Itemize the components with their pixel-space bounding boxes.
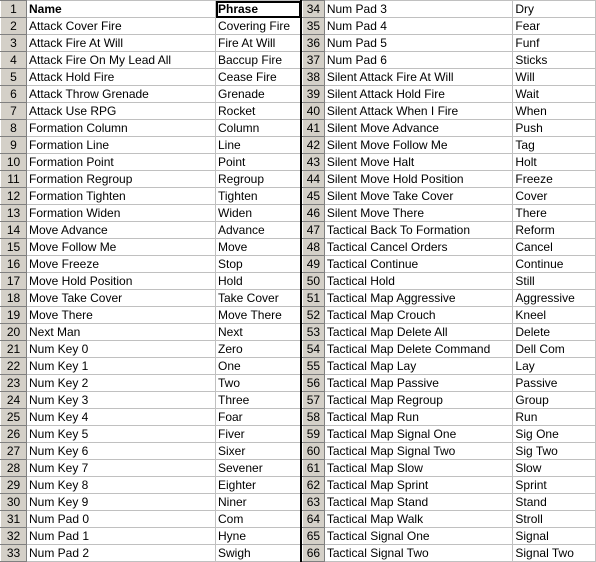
name-cell[interactable]: Silent Attack Fire At Will xyxy=(324,69,513,86)
phrase-cell[interactable]: Will xyxy=(513,69,596,86)
table-row xyxy=(303,52,596,69)
row-number-header[interactable]: 49 xyxy=(303,256,325,273)
row-number-header[interactable]: 28 xyxy=(1,460,27,477)
row-number-header[interactable]: 10 xyxy=(1,154,27,171)
phrase-cell[interactable]: When xyxy=(513,103,596,120)
row-number-header[interactable]: 47 xyxy=(303,222,325,239)
table-row xyxy=(1,460,301,477)
row-number-header[interactable]: 50 xyxy=(303,273,325,290)
name-cell[interactable]: Tactical Map Aggressive xyxy=(324,290,513,307)
table-row xyxy=(303,137,596,154)
table-row xyxy=(1,18,301,35)
table-row xyxy=(303,171,596,188)
phrase-cell[interactable]: Holt xyxy=(513,154,596,171)
name-cell[interactable]: Formation Line xyxy=(27,137,216,154)
name-cell[interactable]: Num Pad 4 xyxy=(324,18,513,35)
row-number-header[interactable]: 8 xyxy=(1,120,27,137)
row-number-header[interactable]: 30 xyxy=(1,494,27,511)
name-cell[interactable]: Attack Fire On My Lead All xyxy=(27,52,216,69)
table-row xyxy=(1,171,301,188)
name-cell[interactable]: Tactical Map Run xyxy=(324,409,513,426)
phrase-cell[interactable]: Tighten xyxy=(216,188,301,205)
name-cell[interactable]: Tactical Map Delete All xyxy=(324,324,513,341)
table-row xyxy=(303,256,596,273)
phrase-cell[interactable]: Foar xyxy=(216,409,301,426)
name-cell[interactable]: Next Man xyxy=(27,324,216,341)
phrase-cell[interactable]: Rocket xyxy=(216,103,301,120)
table-row xyxy=(1,307,301,324)
phrase-cell[interactable]: Next xyxy=(216,324,301,341)
phrase-cell[interactable]: Zero xyxy=(216,341,301,358)
phrase-cell[interactable]: Stop xyxy=(216,256,301,273)
table-row xyxy=(1,545,301,562)
name-cell[interactable]: Num Key 9 xyxy=(27,494,216,511)
table-row xyxy=(1,52,301,69)
phrase-cell[interactable]: Fiver xyxy=(216,426,301,443)
phrase-cell[interactable]: Aggressive xyxy=(513,290,596,307)
name-cell[interactable]: Attack Hold Fire xyxy=(27,69,216,86)
table-row xyxy=(303,103,596,120)
name-cell[interactable]: Move Hold Position xyxy=(27,273,216,290)
table-row xyxy=(303,392,596,409)
phrase-cell[interactable]: Two xyxy=(216,375,301,392)
row-number-header[interactable]: 53 xyxy=(303,324,325,341)
table-row xyxy=(1,256,301,273)
name-cell[interactable]: Num Key 5 xyxy=(27,426,216,443)
phrase-cell[interactable]: Funf xyxy=(513,35,596,52)
table-row xyxy=(303,324,596,341)
table-row xyxy=(1,154,301,171)
name-cell[interactable]: Tactical Map Signal Two xyxy=(324,443,513,460)
row-number-header[interactable]: 34 xyxy=(303,1,325,18)
table-row xyxy=(1,375,301,392)
table-row xyxy=(303,460,596,477)
name-cell[interactable]: Move Take Cover xyxy=(27,290,216,307)
phrase-cell[interactable]: Hold xyxy=(216,273,301,290)
name-cell[interactable]: Tactical Map Delete Command xyxy=(324,341,513,358)
row-number-header[interactable]: 5 xyxy=(1,69,27,86)
row-number-header[interactable]: 24 xyxy=(1,392,27,409)
row-number-header[interactable]: 2 xyxy=(1,18,27,35)
table-row xyxy=(303,307,596,324)
row-number-header[interactable]: 66 xyxy=(303,545,325,562)
row-number-header[interactable]: 56 xyxy=(303,375,325,392)
row-number-header[interactable]: 33 xyxy=(1,545,27,562)
row-number-header[interactable]: 65 xyxy=(303,528,325,545)
row-number-header[interactable]: 38 xyxy=(303,69,325,86)
phrase-cell[interactable]: Sixer xyxy=(216,443,301,460)
table-row xyxy=(303,18,596,35)
table-row xyxy=(303,120,596,137)
row-number-header[interactable]: 26 xyxy=(1,426,27,443)
row-number-header[interactable]: 25 xyxy=(1,409,27,426)
table-row xyxy=(1,239,301,256)
name-cell[interactable]: Tactical Continue xyxy=(324,256,513,273)
phrase-cell[interactable]: Cover xyxy=(513,188,596,205)
table-row xyxy=(303,375,596,392)
phrase-cell[interactable]: Sevener xyxy=(216,460,301,477)
row-number-header[interactable]: 42 xyxy=(303,137,325,154)
row-number-header[interactable]: 12 xyxy=(1,188,27,205)
name-cell[interactable]: Move Advance xyxy=(27,222,216,239)
name-cell[interactable]: Formation Widen xyxy=(27,205,216,222)
phrase-cell[interactable]: Hyne xyxy=(216,528,301,545)
name-cell[interactable]: Tactical Map Walk xyxy=(324,511,513,528)
name-cell[interactable]: Formation Regroup xyxy=(27,171,216,188)
name-cell[interactable]: Silent Move There xyxy=(324,205,513,222)
phrase-cell[interactable]: Eighter xyxy=(216,477,301,494)
table-row xyxy=(303,494,596,511)
name-cell[interactable]: Name xyxy=(27,1,216,18)
table-row xyxy=(303,426,596,443)
name-cell[interactable]: Formation Column xyxy=(27,120,216,137)
phrase-cell[interactable]: Passive xyxy=(513,375,596,392)
left-grid-body xyxy=(1,1,301,562)
name-cell[interactable]: Num Key 8 xyxy=(27,477,216,494)
row-number-header[interactable]: 20 xyxy=(1,324,27,341)
phrase-cell[interactable]: There xyxy=(513,205,596,222)
name-cell[interactable]: Tactical Map Regroup xyxy=(324,392,513,409)
name-cell[interactable]: Formation Tighten xyxy=(27,188,216,205)
table-row xyxy=(303,511,596,528)
name-cell[interactable]: Move Freeze xyxy=(27,256,216,273)
row-number-header[interactable]: 3 xyxy=(1,35,27,52)
row-number-header[interactable]: 36 xyxy=(303,35,325,52)
phrase-cell[interactable]: Cease Fire xyxy=(216,69,301,86)
phrase-cell[interactable]: Run xyxy=(513,409,596,426)
phrase-cell[interactable]: Line xyxy=(216,137,301,154)
name-cell[interactable]: Tactical Map Signal One xyxy=(324,426,513,443)
table-row xyxy=(1,528,301,545)
row-number-header[interactable]: 9 xyxy=(1,137,27,154)
phrase-cell[interactable]: Swigh xyxy=(216,545,301,562)
row-number-header[interactable]: 6 xyxy=(1,86,27,103)
row-number-header[interactable]: 4 xyxy=(1,52,27,69)
row-number-header[interactable]: 41 xyxy=(303,120,325,137)
name-cell[interactable]: Attack Cover Fire xyxy=(27,18,216,35)
table-row xyxy=(1,409,301,426)
table-row xyxy=(1,103,301,120)
name-cell[interactable]: Tactical Map Sprint xyxy=(324,477,513,494)
table-row xyxy=(303,69,596,86)
phrase-cell[interactable]: Three xyxy=(216,392,301,409)
name-cell[interactable]: Num Key 0 xyxy=(27,341,216,358)
table-row xyxy=(1,120,301,137)
row-number-header[interactable]: 23 xyxy=(1,375,27,392)
row-number-header[interactable]: 43 xyxy=(303,154,325,171)
name-cell[interactable]: Attack Fire At Will xyxy=(27,35,216,52)
row-number-header[interactable]: 16 xyxy=(1,256,27,273)
table-row xyxy=(1,341,301,358)
table-row xyxy=(303,443,596,460)
row-number-header[interactable]: 63 xyxy=(303,494,325,511)
row-number-header[interactable]: 11 xyxy=(1,171,27,188)
name-cell[interactable]: Num Pad 6 xyxy=(324,52,513,69)
table-row xyxy=(303,239,596,256)
name-cell[interactable]: Num Pad 3 xyxy=(324,1,513,18)
row-number-header[interactable]: 21 xyxy=(1,341,27,358)
table-row xyxy=(303,35,596,52)
name-cell[interactable]: Silent Attack Hold Fire xyxy=(324,86,513,103)
row-number-header[interactable]: 13 xyxy=(1,205,27,222)
phrase-cell[interactable]: Stroll xyxy=(513,511,596,528)
phrase-cell[interactable]: Fear xyxy=(513,18,596,35)
name-cell[interactable]: Num Key 2 xyxy=(27,375,216,392)
phrase-cell[interactable]: Reform xyxy=(513,222,596,239)
table-row xyxy=(1,511,301,528)
phrase-cell[interactable]: Sprint xyxy=(513,477,596,494)
row-number-header[interactable]: 54 xyxy=(303,341,325,358)
phrase-cell[interactable]: Take Cover xyxy=(216,290,301,307)
phrase-cell[interactable]: Delete xyxy=(513,324,596,341)
phrase-cell[interactable]: Com xyxy=(216,511,301,528)
table-row xyxy=(303,188,596,205)
phrase-cell[interactable]: Grenade xyxy=(216,86,301,103)
name-cell[interactable]: Num Key 6 xyxy=(27,443,216,460)
name-cell[interactable]: Num Key 4 xyxy=(27,409,216,426)
table-row xyxy=(1,137,301,154)
name-cell[interactable]: Move Follow Me xyxy=(27,239,216,256)
row-number-header[interactable]: 45 xyxy=(303,188,325,205)
phrase-cell[interactable]: Baccup Fire xyxy=(216,52,301,69)
table-row xyxy=(1,205,301,222)
name-cell[interactable]: Tactical Map Slow xyxy=(324,460,513,477)
row-number-header[interactable]: 64 xyxy=(303,511,325,528)
phrase-cell[interactable]: Sig One xyxy=(513,426,596,443)
table-row xyxy=(1,273,301,290)
table-row xyxy=(303,205,596,222)
row-number-header[interactable]: 44 xyxy=(303,171,325,188)
phrase-cell[interactable]: Move There xyxy=(216,307,301,324)
name-cell[interactable]: Tactical Map Crouch xyxy=(324,307,513,324)
name-cell[interactable]: Silent Attack When I Fire xyxy=(324,103,513,120)
row-number-header[interactable]: 37 xyxy=(303,52,325,69)
table-row xyxy=(303,1,596,18)
phrase-cell[interactable]: Wait xyxy=(513,86,596,103)
row-number-header[interactable]: 46 xyxy=(303,205,325,222)
row-number-header[interactable]: 31 xyxy=(1,511,27,528)
name-cell[interactable]: Silent Move Halt xyxy=(324,154,513,171)
phrase-cell[interactable]: Group xyxy=(513,392,596,409)
phrase-cell[interactable]: Niner xyxy=(216,494,301,511)
row-number-header[interactable]: 19 xyxy=(1,307,27,324)
row-number-header[interactable]: 15 xyxy=(1,239,27,256)
name-cell[interactable]: Tactical Signal Two xyxy=(324,545,513,562)
phrase-cell[interactable]: Freeze xyxy=(513,171,596,188)
right-spreadsheet-grid xyxy=(302,0,596,562)
phrase-cell[interactable]: One xyxy=(216,358,301,375)
row-number-header[interactable]: 27 xyxy=(1,443,27,460)
row-number-header[interactable]: 52 xyxy=(303,307,325,324)
phrase-cell[interactable]: Kneel xyxy=(513,307,596,324)
name-cell[interactable]: Num Key 3 xyxy=(27,392,216,409)
name-cell[interactable]: Silent Move Follow Me xyxy=(324,137,513,154)
table-row xyxy=(303,222,596,239)
row-number-header[interactable]: 1 xyxy=(1,1,27,18)
name-cell[interactable]: Move There xyxy=(27,307,216,324)
name-cell[interactable]: Tactical Back To Formation xyxy=(324,222,513,239)
name-cell[interactable]: Num Pad 1 xyxy=(27,528,216,545)
table-row xyxy=(303,341,596,358)
phrase-cell[interactable]: Regroup xyxy=(216,171,301,188)
phrase-cell[interactable]: Lay xyxy=(513,358,596,375)
phrase-cell[interactable]: Tag xyxy=(513,137,596,154)
name-cell[interactable]: Num Pad 0 xyxy=(27,511,216,528)
phrase-cell[interactable]: Dry xyxy=(513,1,596,18)
phrase-cell[interactable]: Sticks xyxy=(513,52,596,69)
table-row xyxy=(1,443,301,460)
table-row xyxy=(1,426,301,443)
table-row xyxy=(303,545,596,562)
phrase-cell[interactable]: Push xyxy=(513,120,596,137)
table-row xyxy=(1,222,301,239)
row-number-header[interactable]: 29 xyxy=(1,477,27,494)
name-cell[interactable]: Tactical Hold xyxy=(324,273,513,290)
name-cell[interactable]: Formation Point xyxy=(27,154,216,171)
phrase-cell[interactable]: Sig Two xyxy=(513,443,596,460)
name-cell[interactable]: Silent Move Hold Position xyxy=(324,171,513,188)
phrase-cell[interactable]: Point xyxy=(216,154,301,171)
table-row xyxy=(1,69,301,86)
phrase-cell[interactable]: Slow xyxy=(513,460,596,477)
phrase-cell[interactable]: Move xyxy=(216,239,301,256)
row-number-header[interactable]: 39 xyxy=(303,86,325,103)
name-cell[interactable]: Tactical Map Stand xyxy=(324,494,513,511)
table-row xyxy=(1,290,301,307)
row-number-header[interactable]: 32 xyxy=(1,528,27,545)
phrase-cell[interactable]: Fire At Will xyxy=(216,35,301,52)
row-number-header[interactable]: 55 xyxy=(303,358,325,375)
row-number-header[interactable]: 17 xyxy=(1,273,27,290)
name-cell[interactable]: Tactical Map Passive xyxy=(324,375,513,392)
phrase-cell[interactable]: Dell Com xyxy=(513,341,596,358)
phrase-cell[interactable]: Stand xyxy=(513,494,596,511)
row-number-header[interactable]: 60 xyxy=(303,443,325,460)
name-cell[interactable]: Attack Use RPG xyxy=(27,103,216,120)
row-number-header[interactable]: 40 xyxy=(303,103,325,120)
row-number-header[interactable]: 35 xyxy=(303,18,325,35)
row-number-header[interactable]: 48 xyxy=(303,239,325,256)
row-number-header[interactable]: 18 xyxy=(1,290,27,307)
phrase-cell[interactable]: Still xyxy=(513,273,596,290)
right-grid-body xyxy=(303,1,596,562)
table-row xyxy=(1,477,301,494)
row-number-header[interactable]: 58 xyxy=(303,409,325,426)
name-cell[interactable]: Silent Move Take Cover xyxy=(324,188,513,205)
name-cell[interactable]: Num Pad 2 xyxy=(27,545,216,562)
table-row xyxy=(1,494,301,511)
table-row xyxy=(303,273,596,290)
phrase-cell[interactable]: Continue xyxy=(513,256,596,273)
name-cell[interactable]: Attack Throw Grenade xyxy=(27,86,216,103)
phrase-cell[interactable]: Signal xyxy=(513,528,596,545)
table-row xyxy=(1,358,301,375)
table-row xyxy=(1,1,301,18)
table-row xyxy=(303,86,596,103)
table-row xyxy=(1,86,301,103)
row-number-header[interactable]: 62 xyxy=(303,477,325,494)
name-cell[interactable]: Num Pad 5 xyxy=(324,35,513,52)
table-row xyxy=(303,409,596,426)
name-cell[interactable]: Num Key 1 xyxy=(27,358,216,375)
row-number-header[interactable]: 59 xyxy=(303,426,325,443)
name-cell[interactable]: Tactical Signal One xyxy=(324,528,513,545)
row-number-header[interactable]: 7 xyxy=(1,103,27,120)
table-row xyxy=(303,290,596,307)
table-row xyxy=(1,324,301,341)
name-cell[interactable]: Silent Move Advance xyxy=(324,120,513,137)
phrase-cell[interactable]: Advance xyxy=(216,222,301,239)
table-row xyxy=(303,154,596,171)
phrase-cell[interactable]: Column xyxy=(216,120,301,137)
row-number-header[interactable]: 51 xyxy=(303,290,325,307)
row-number-header[interactable]: 57 xyxy=(303,392,325,409)
table-row xyxy=(303,358,596,375)
phrase-cell[interactable]: Cancel xyxy=(513,239,596,256)
phrase-cell[interactable]: Covering Fire xyxy=(216,18,301,35)
name-cell[interactable]: Num Key 7 xyxy=(27,460,216,477)
table-row xyxy=(303,477,596,494)
row-number-header[interactable]: 14 xyxy=(1,222,27,239)
row-number-header[interactable]: 22 xyxy=(1,358,27,375)
name-cell[interactable]: Tactical Cancel Orders xyxy=(324,239,513,256)
phrase-cell[interactable]: Signal Two xyxy=(513,545,596,562)
table-row xyxy=(1,392,301,409)
row-number-header[interactable]: 61 xyxy=(303,460,325,477)
phrase-cell[interactable]: Widen xyxy=(216,205,301,222)
phrase-cell[interactable]: Phrase xyxy=(216,1,301,18)
name-cell[interactable]: Tactical Map Lay xyxy=(324,358,513,375)
table-row xyxy=(1,35,301,52)
table-row xyxy=(303,528,596,545)
table-row xyxy=(1,188,301,205)
